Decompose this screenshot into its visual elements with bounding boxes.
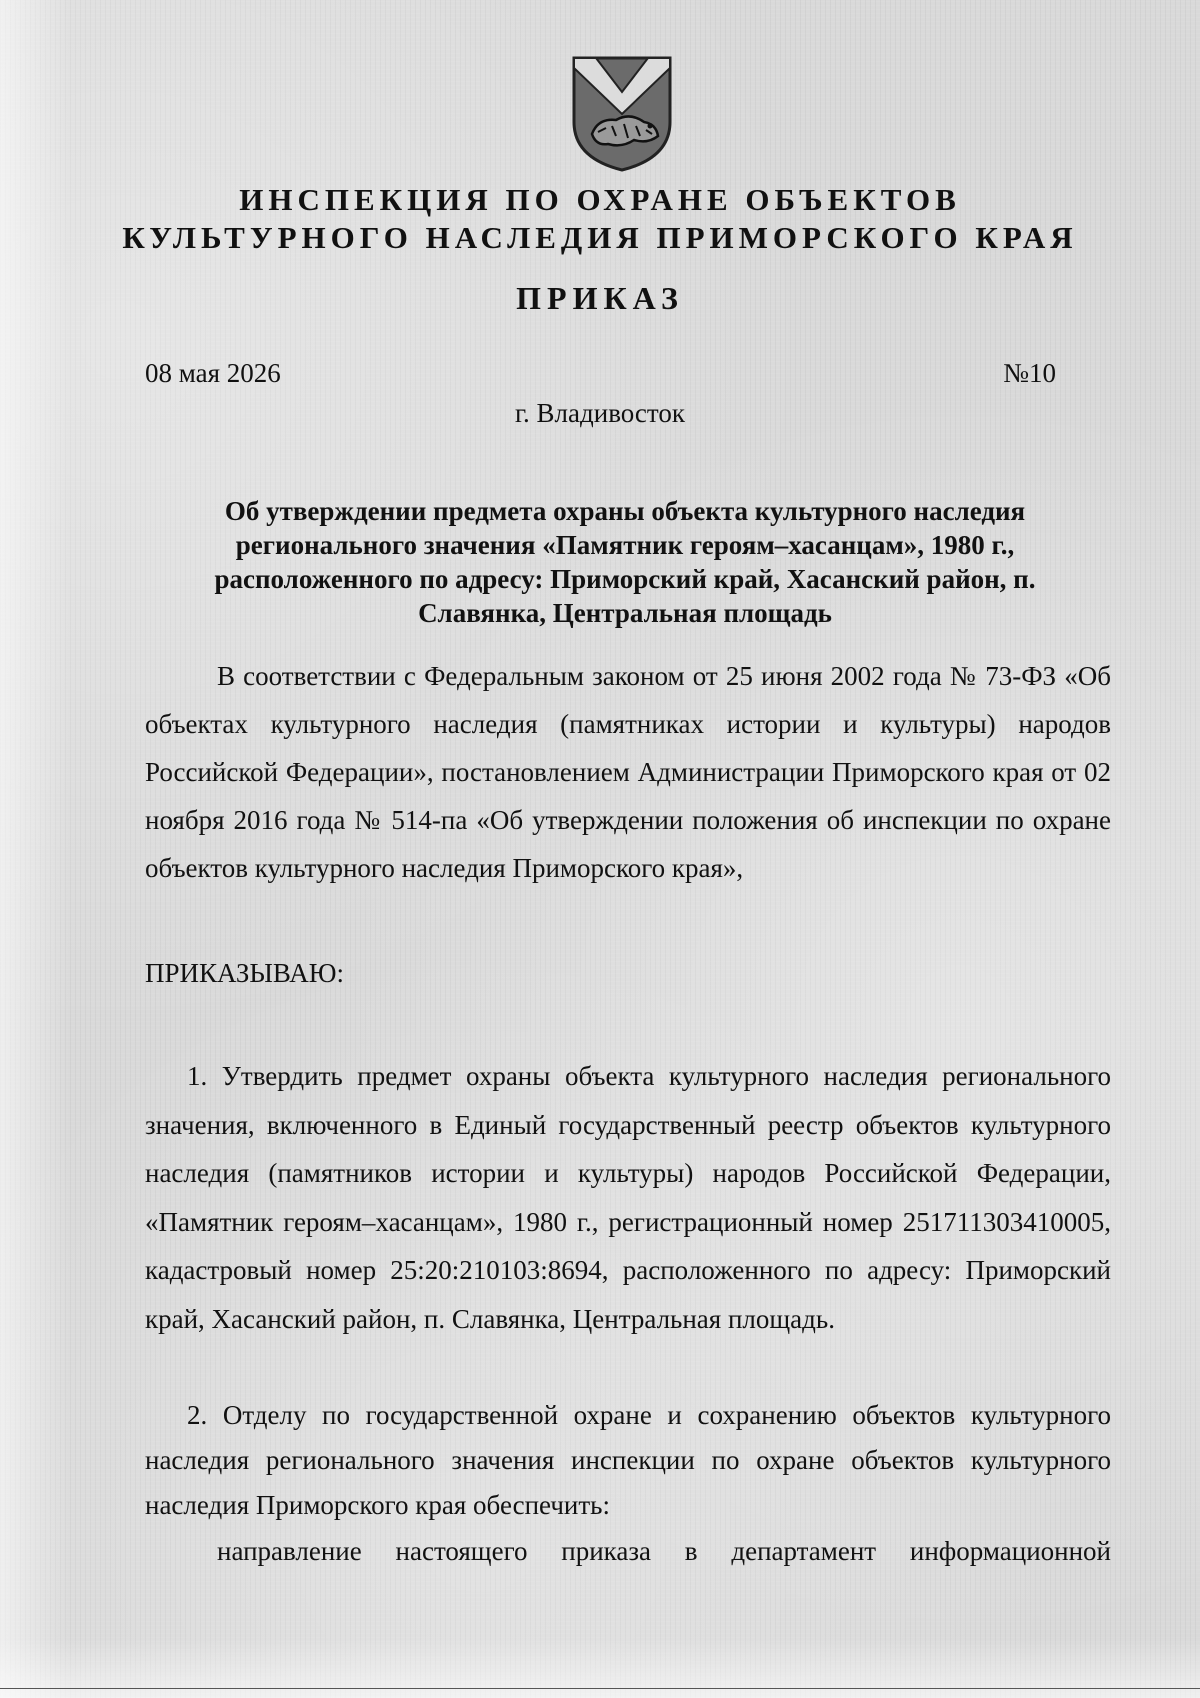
order-item-2: 2. Отделу по государственной охране и сохранению объектов культурного наследия регионального значения инспекции по охране объектов культурного наследия Приморского края обеспечить: [145, 1400, 1111, 1520]
document-number: №10 [1003, 358, 1056, 388]
agency-name-line-1: ИНСПЕКЦИЯ ПО ОХРАНЕ ОБЪЕКТОВ [239, 182, 961, 217]
document-subject: Об утверждении предмета охраны объекта культурного наследия регионального значения «Памятник героям–хасанцам», 1980 г., расположенного по адресу: Приморский край, Хасанский район, п. Славянка, Центральная площадь [214, 496, 1036, 628]
order-item-1: 1. Утвердить предмет охраны объекта культурного наследия регионального значения, включенного в Единый государственный реестр объектов культурного наследия (памятников истории и культуры) народов Российской Федерации, «Памятник героям–хасанцам», 1980 г., регистрационный номер 251711303410005, кадастровый номер 25:20:210103:8694, расположенного по адресу: Приморский край, Хасанский район, п. Славянка, Центральная площадь. [145, 1061, 1111, 1334]
scan-bottom-shading [0, 1638, 1200, 1698]
preamble-paragraph: В соответствии с Федеральным законом от 25 июня 2002 года № 73-ФЗ «Об объектах культурного наследия (памятниках истории и культуры) народов Российской Федерации», постановлением Администрации Приморского края от 02 ноября 2016 года № 514-па «Об утверждении положения об инспекции по охране объектов культурного наследия Приморского края», [145, 661, 1111, 883]
document-type: ПРИКАЗ [516, 280, 684, 316]
primorsky-coat-of-arms-icon [568, 52, 676, 174]
scan-bottom-border [0, 1688, 1200, 1689]
agency-name-line-2: КУЛЬТУРНОГО НАСЛЕДИЯ ПРИМОРСКОГО КРАЯ [122, 220, 1078, 255]
document-date: 08 мая 2026 [145, 358, 281, 388]
order-item-2-subpoint: направление настоящего приказа в департамент информационной [217, 1536, 1111, 1566]
document-city: г. Владивосток [515, 398, 685, 428]
order-word: ПРИКАЗЫВАЮ: [145, 958, 344, 988]
